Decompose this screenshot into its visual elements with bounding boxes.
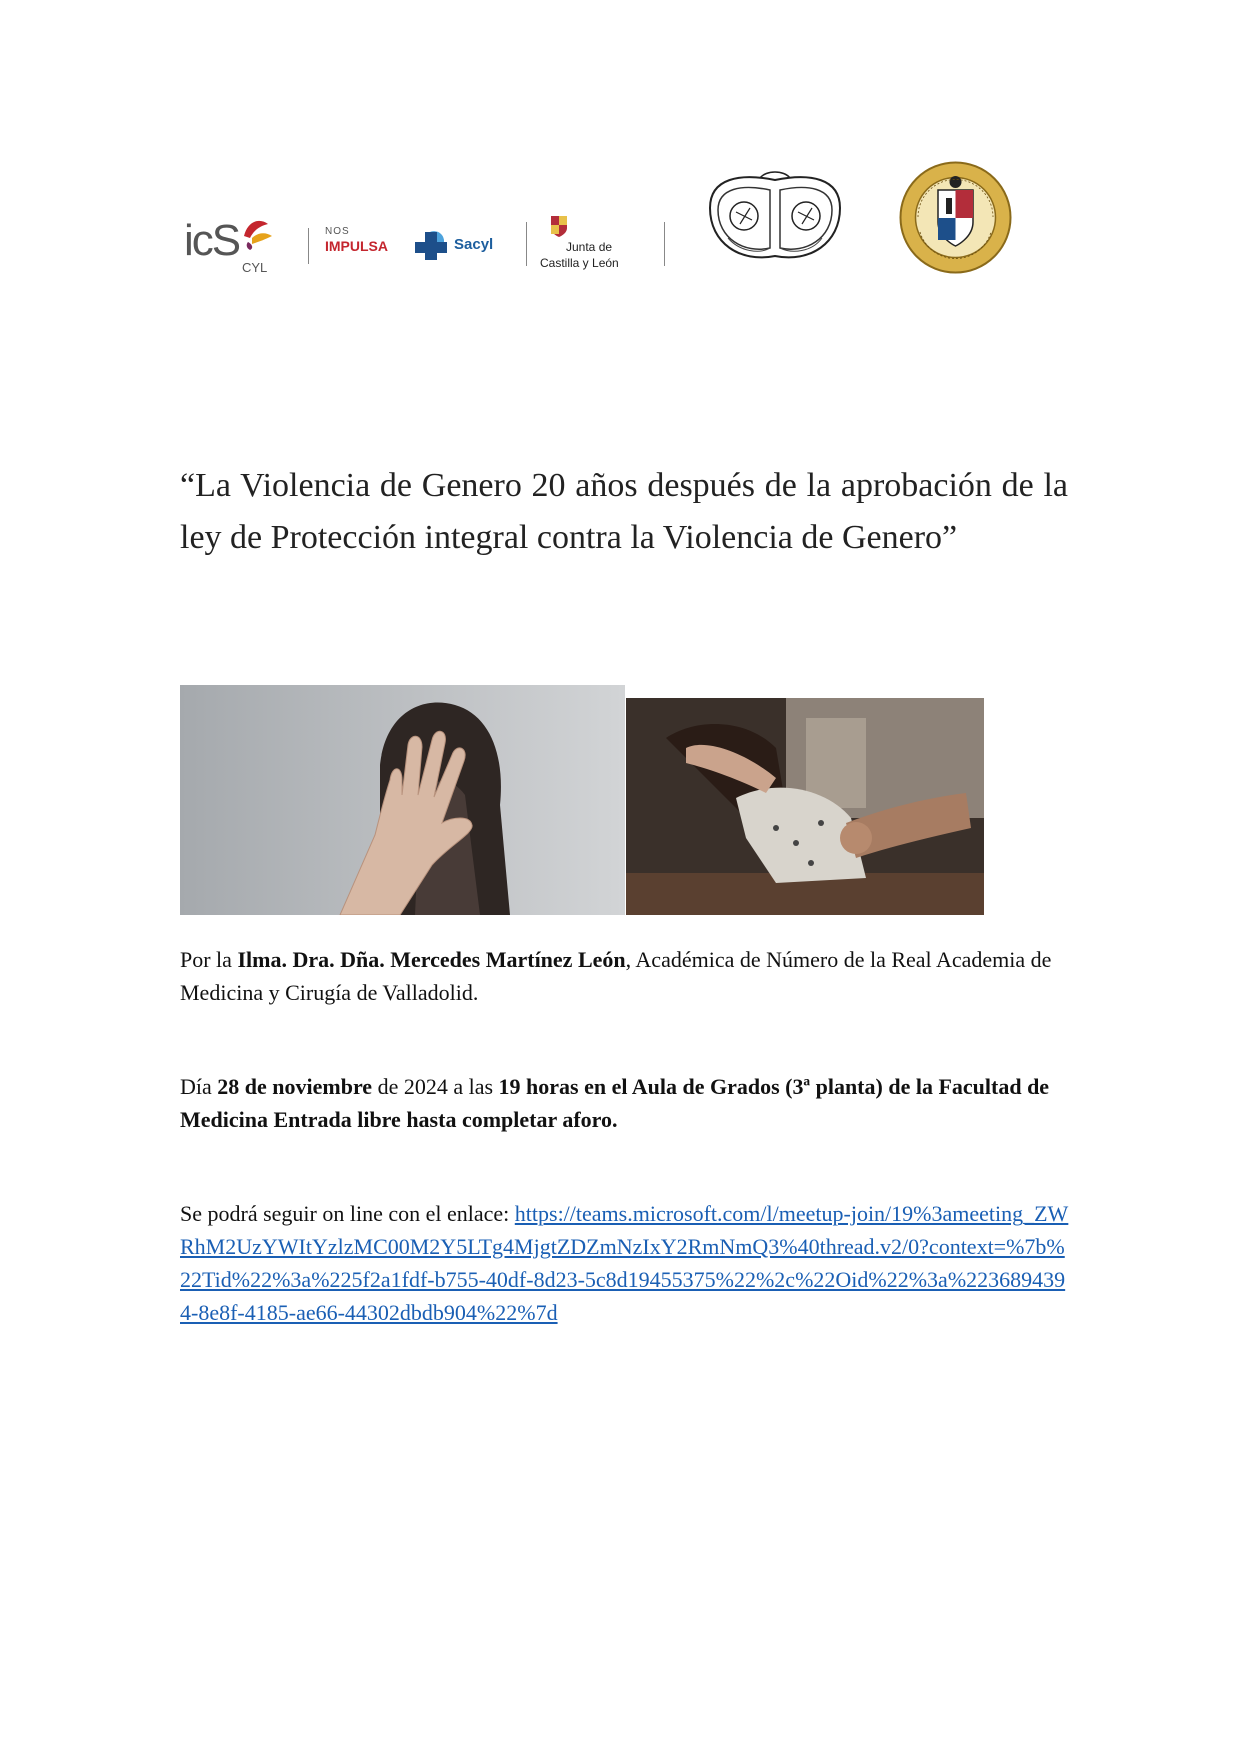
online-paragraph [180, 1197, 1070, 1329]
author-name: Ilma. Dra. Dña. Mercedes Martínez León [237, 947, 626, 972]
teams-meeting-link[interactable]: https://teams.microsoft.com/l/meetup-join/19%3ameeting_ZWRhM2UzYWItYzlzMC00M2Y5LTg4MjgtZDZmNzIxY2RmNmQ3%40thread.v2/0?context=%7b%22Tid%22%3a%225f2a1fdf-b755-40df-8d23-5c8d19455375%22%2c%22Oid%22%3a%2236894394-8e8f-4185-ae66-44302dbdb904%22%7d [180, 1201, 1069, 1325]
stop-hand-photo [180, 685, 625, 915]
author-role: , Académica de Número de la Real Academia de Medicina y Cirugía de Valladolid. [180, 947, 1052, 1005]
sacyl-logo [414, 228, 504, 264]
event-year: de 2024 a las [372, 1074, 499, 1099]
junta-text-line1: Junta de [566, 240, 613, 254]
event-details-paragraph [180, 1070, 1070, 1136]
ics-logo-subtitle: CYL [242, 260, 268, 275]
ics-flower-icon [238, 214, 274, 250]
event-day-prefix: Día [180, 1074, 218, 1099]
sacyl-cross-icon [414, 228, 450, 264]
nos-text: NOS [325, 226, 350, 237]
logo-strip [180, 150, 1040, 290]
academy-emblem-icon [700, 168, 850, 268]
logo-divider [526, 222, 527, 266]
junta-castilla-leon-logo [540, 214, 640, 274]
ics-cyl-logo [180, 210, 280, 285]
author-prefix: Por la [180, 947, 238, 972]
page-title: “La Violencia de Genero 20 años después de la aprobación de la ley de Protección integral contra la Violencia de Genero” [180, 467, 1068, 556]
ics-logo-text: icS [184, 216, 240, 265]
event-date: 28 de noviembre [217, 1074, 373, 1099]
nos-impulsa-logo [325, 226, 388, 254]
event-time-location: 19 horas en el Aula de Grados (3ª planta) de la Facultad de Medicina Entrada libre hasta completar aforo. [180, 1074, 1050, 1132]
online-intro: Se podrá seguir on line con el enlace: [180, 1201, 515, 1226]
logo-divider [664, 222, 665, 266]
author-paragraph [180, 943, 1070, 1009]
junta-text-line2: Castilla y León [540, 256, 619, 270]
coat-of-arms-icon [550, 214, 568, 238]
impulsa-text: IMPULSA [325, 238, 388, 254]
university-seal-icon [898, 160, 1013, 275]
domestic-violence-photo [626, 698, 984, 915]
sacyl-text: Sacyl [454, 236, 494, 253]
logo-divider [308, 228, 309, 264]
